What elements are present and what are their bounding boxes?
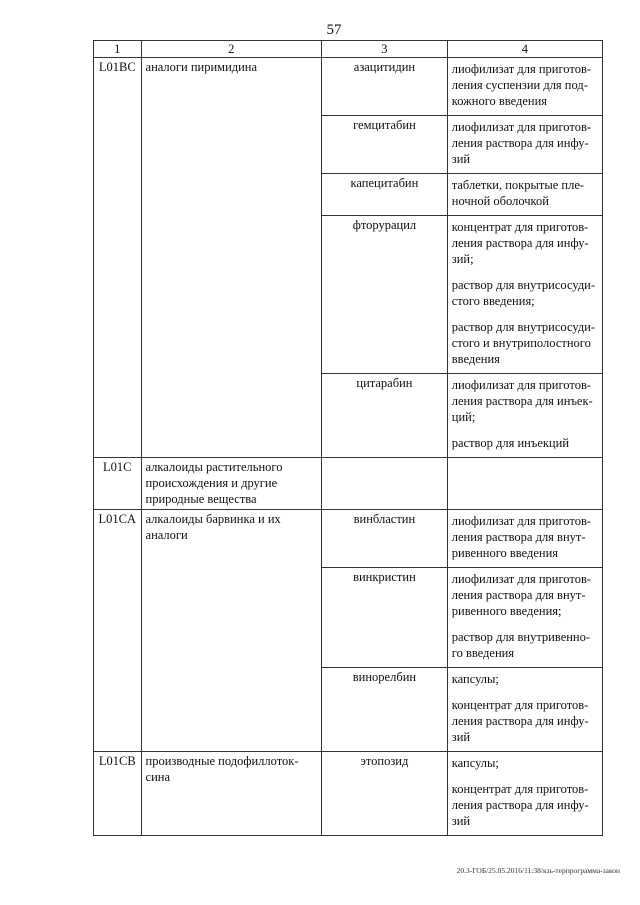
dosage-forms: [447, 668, 602, 752]
drug-name: капецитабин: [322, 174, 448, 216]
dosage-form: лиофилизат для приготов-ления раствора для внут-ривенного введения;: [451, 572, 592, 618]
atc-code: L01C: [94, 458, 142, 510]
dosage-form: лиофилизат для приготов-ления суспензии для под-кожного введения: [451, 62, 592, 108]
dosage-forms: [447, 174, 602, 216]
dosage-form: капсулы;: [451, 756, 499, 770]
drug-name: цитарабин: [322, 374, 448, 458]
drug-name: винорелбин: [322, 668, 448, 752]
dosage-form: лиофилизат для приготов-ления раствора для внут-ривенного введения: [451, 514, 592, 560]
header-row: [94, 41, 603, 58]
table-row: [94, 58, 603, 116]
drug-name: винкристин: [322, 568, 448, 668]
dosage-form: концентрат для приготов-ления раствора для инфу-зий;: [451, 220, 589, 266]
header-col-1: 1: [94, 41, 142, 58]
dosage-forms: [447, 116, 602, 174]
dosage-forms: [447, 458, 602, 510]
dosage-forms: [447, 568, 602, 668]
header-col-2: 2: [141, 41, 322, 58]
drug-name: азацитидин: [322, 58, 448, 116]
group-name: аналоги пиримидина: [141, 58, 322, 458]
dosage-forms: [447, 58, 602, 116]
dosage-form: раствор для внутрисосуди-стого и внутриполостного введения: [451, 320, 596, 366]
dosage-form: капсулы;: [451, 672, 499, 686]
drug-name: винбластин: [322, 510, 448, 568]
group-name: алкалоиды барвинка и их аналоги: [141, 510, 322, 752]
drug-name: фторурацил: [322, 216, 448, 374]
drug-name: этопозид: [322, 752, 448, 836]
dosage-forms: [447, 510, 602, 568]
dosage-form: лиофилизат для приготов-ления раствора для инфу-зий: [451, 120, 592, 166]
header-col-3: 3: [322, 41, 448, 58]
page-number: 57: [326, 22, 342, 38]
dosage-form: таблетки, покрытые пле-ночной оболочкой: [451, 178, 585, 208]
table-row: [94, 752, 603, 836]
dosage-form: раствор для внутрисосуди-стого введения;: [451, 278, 596, 308]
dosage-forms: [447, 374, 602, 458]
dosage-forms: [447, 216, 602, 374]
atc-code: L01BC: [94, 58, 142, 458]
footer-stamp: 20.3-ГОБ/25.05.2016/11:38/кзь-терпрограмма-закон: [456, 866, 620, 875]
atc-code: L01CB: [94, 752, 142, 836]
dosage-form: раствор для инъекций: [451, 436, 570, 450]
dosage-form: концентрат для приготов-ления раствора для инфу-зий: [451, 698, 589, 744]
table-row: [94, 458, 603, 510]
dosage-form: концентрат для приготов-ления раствора для инфу-зий: [451, 782, 589, 828]
group-name: производные подофиллоток-сина: [141, 752, 322, 836]
table-row: [94, 510, 603, 568]
dosage-forms: [447, 752, 602, 836]
drug-name: [322, 458, 448, 510]
drug-table: [93, 40, 603, 836]
atc-code: L01CA: [94, 510, 142, 752]
drug-name: гемцитабин: [322, 116, 448, 174]
dosage-form: раствор для внутривенно-го введения: [451, 630, 591, 660]
header-col-4: 4: [447, 41, 602, 58]
dosage-form: лиофилизат для приготов-ления раствора для инъек-ций;: [451, 378, 593, 424]
group-name: алкалоиды растительного происхождения и другие природные вещества: [141, 458, 322, 510]
